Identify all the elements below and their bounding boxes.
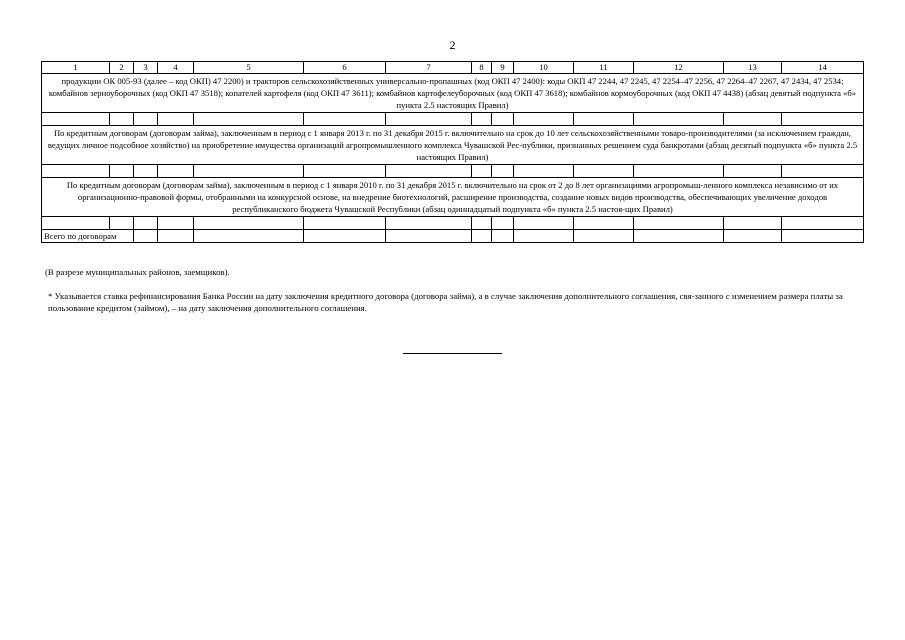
col-header: 6 [304,62,386,74]
header-row [42,62,864,74]
table-row [42,113,864,126]
section-text-bankrupt-property: По кредитным договорам (договорам займа), заключенным в период с 1 января 2013 г. по 31 декабря 2015 г. включительно на срок до 10 лет сельскохозяйственными товаро-производителями (за исключением граждан, ведущих личное подсобное хозяйство) на приобретение имущества организаций агропромышленного комплекса Чувашской Рес-публики, признанных решением суда банкротами (абзац десятый подпункта «б» пункта 2.5 настоящих Правил) [42,126,864,165]
total-label: Всего по договорам [42,230,134,243]
section-text-machinery: продукции ОК 005-93 (далее – код ОКП) 47 2200) и тракторов сельскохозяйственных универсально-пропашных (код ОКП 47 2400): коды ОКП 47 2244, 47 2245, 47 2254–47 2256, 47 2264–47 2267, 47 2434, 47 2534; комбайнов зерноуборочных (код ОКП 47 3518); копателей картофеля (код ОКП 47 3611); комбайнов картофелеуборочных (код ОКП 47 3618); комбайнов кормоуборочных (код ОКП 47 4438) (абзац девятый подпункта «б» пункта 2.5 настоящих Правил) [42,74,864,113]
col-header: 13 [724,62,782,74]
footnote-refinancing-rate: * Указывается ставка рефинансирования Банка России на дату заключения кредитного договора (договора займа), а в случае заключения дополнительного соглашения, свя-занного с изменением размера платы за пользование кредитом (займом), – на дату заключения дополнительного соглашения. [48,291,843,313]
col-header: 7 [386,62,472,74]
section-row [42,178,864,217]
col-header: 14 [782,62,864,74]
col-header: 3 [134,62,158,74]
col-header: 9 [492,62,514,74]
col-header: 11 [574,62,634,74]
col-header: 8 [472,62,492,74]
col-header: 5 [194,62,304,74]
section-text-biotech: По кредитным договорам (договорам займа), заключенным в период с 1 января 2010 г. по 31 декабря 2015 г. включительно на срок от 2 до 8 лет организациями агропромыш-ленного комплекса независимо от их организационно-правовой формы, отобранными на конкурсной основе, на внедрение биотехнологий, расширение производства, создание новых видов производства, обеспечивающих увеличение доходов республиканского бюджета Чувашской Республики (абзац одиннадцатый подпункта «б» пункта 2.5 настоя-щих Правил) [42,178,864,217]
subsidy-table [41,61,864,243]
section-row [42,126,864,165]
table-row [42,165,864,178]
col-header: 4 [158,62,194,74]
col-header: 2 [110,62,134,74]
col-header: 1 [42,62,110,74]
section-row [42,74,864,113]
col-header: 10 [514,62,574,74]
table-row [42,217,864,230]
region-note: (В разрезе муниципальных районов, заемщиков). [45,267,230,277]
col-header: 12 [634,62,724,74]
end-rule [403,353,502,354]
page-number: 2 [449,38,456,52]
total-row [42,230,864,243]
